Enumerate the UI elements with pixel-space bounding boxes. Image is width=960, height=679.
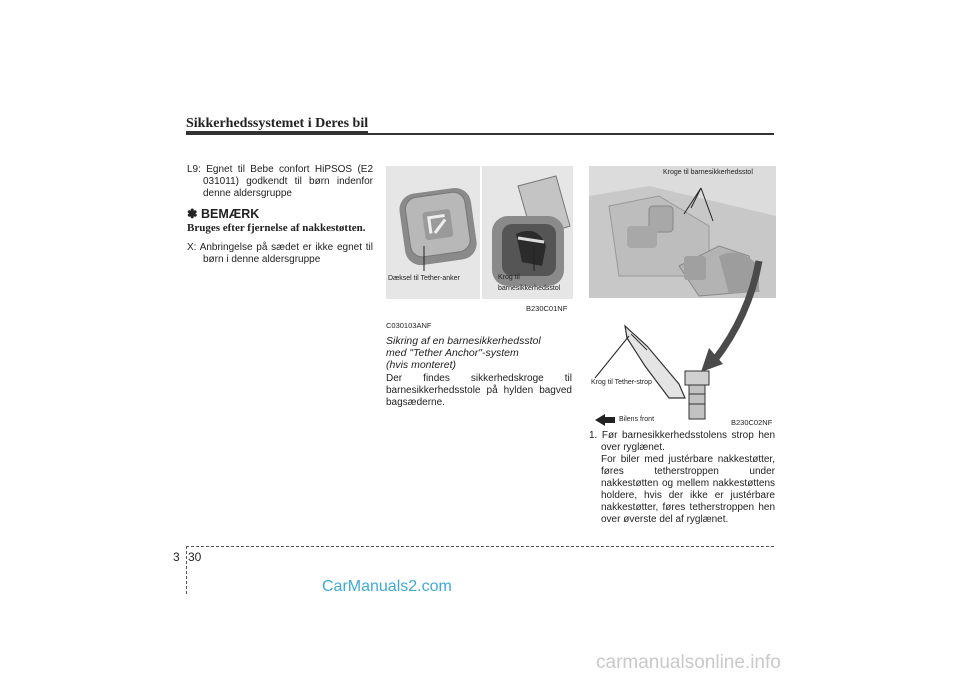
list-item-l9 [187, 164, 373, 200]
step-number: 1. [589, 430, 598, 441]
list-text: Egnet til Bebe confort HiPSOS (E2 031011) godkendt til børn indenfor denne aldersgruppe [203, 164, 374, 199]
note-heading [187, 208, 373, 220]
watermark-carmanualsonline[interactable]: carmanualsonline.info [596, 652, 781, 673]
title-line: med "Tether Anchor"-system [386, 347, 519, 359]
footer-vertical-rule [186, 546, 187, 594]
figure-label-hooks: Kroge til barnesikkerhedsstol [663, 169, 753, 176]
title-line: (hvis monteret) [386, 359, 457, 371]
label-line: barnesikkerhedsstol [498, 285, 561, 292]
page-number: 30 [188, 550, 202, 564]
note-title: BEMÆRK [200, 207, 260, 221]
list-key: L9: [187, 164, 201, 175]
list-text: Anbringelse på sædet er ikke egnet til børn i denne aldersgruppe [199, 242, 373, 265]
title-line: Sikring af en barnesikkerhedsstol [386, 335, 541, 347]
watermark-carmanuals2[interactable]: CarManuals2.com [322, 578, 452, 595]
column-right [589, 430, 775, 526]
step-1 [589, 430, 775, 454]
column-middle [386, 320, 572, 409]
column-left [187, 164, 373, 266]
chapter-number: 3 [173, 550, 180, 564]
list-item-x [187, 242, 373, 266]
figure-label-hook [498, 272, 560, 294]
label-line: Krog til [498, 274, 520, 281]
list-key: X: [187, 242, 197, 253]
rear-shelf-illustration [589, 166, 776, 428]
figure-label-front: Bilens front [619, 416, 655, 423]
note-subtitle: Bruges efter fjernelse af nakkestøtten. [187, 222, 366, 234]
page-header-title: Sikkerhedssystemet i Deres bil [186, 116, 369, 131]
header-rule [186, 133, 774, 135]
figure-tether-hooks [589, 166, 776, 428]
footer-rule [186, 546, 774, 547]
step-text: Før barnesikkerhedsstolens strop hen over ryglænet. [601, 430, 776, 453]
figure-tether-anchor [386, 166, 573, 316]
note-icon: ✽ [187, 207, 198, 221]
figure-label-cover: Dæksel til Tether-anker [388, 275, 460, 282]
section-body: Der findes sikkerhedskroge til barnesikkerhedsstole på hylden bagved bagsæderne. [386, 373, 572, 408]
step-1-detail: For biler med justérbare nakkestøtter, føres tetherstroppen under nakkestøtten og mellem nakkestøttens holdere, hvis der ikke er justérbare nakkestøtter, føres tetherstroppen hen over øverste del af ryglænet. [601, 454, 775, 525]
section-title [386, 335, 572, 371]
figure-code: B230C02NF [731, 418, 773, 427]
section-code: C030103ANF [386, 321, 432, 330]
figure-label-strap-hook: Krog til Tether-strop [591, 379, 652, 386]
figure-code: B230C01NF [526, 304, 568, 313]
